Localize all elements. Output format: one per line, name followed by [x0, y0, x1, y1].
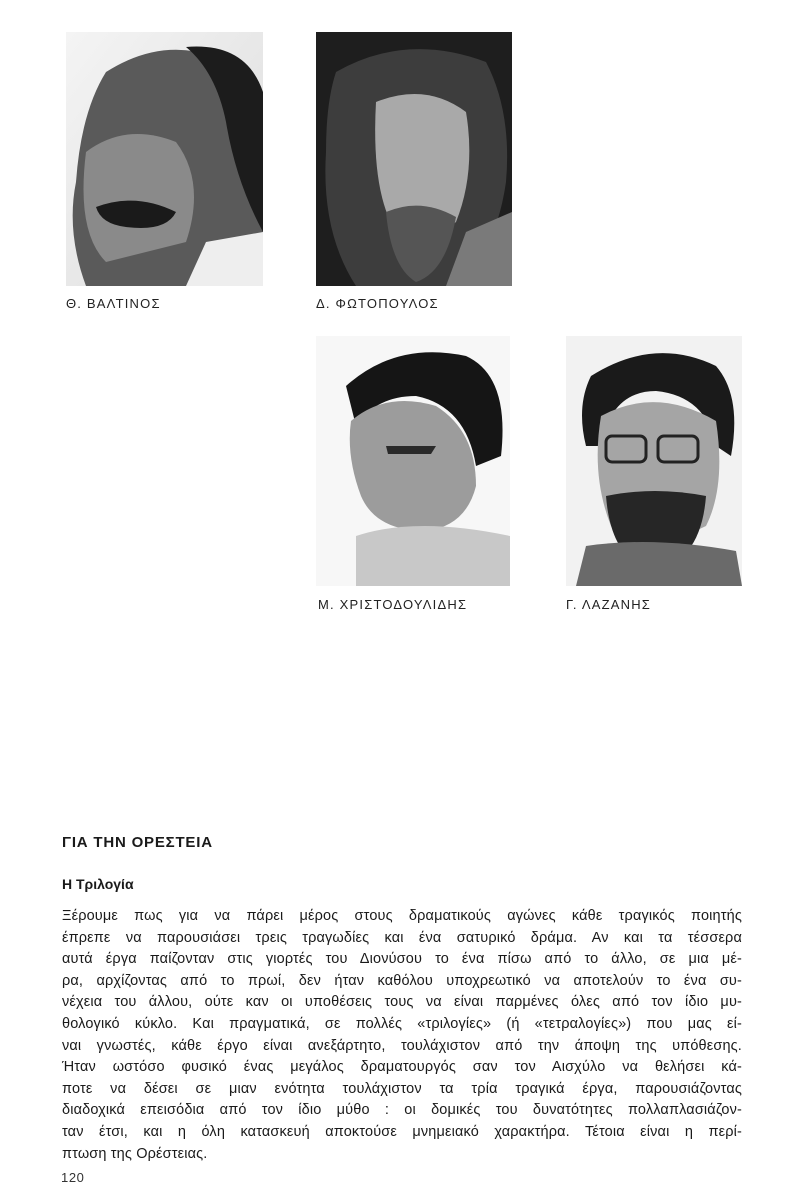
section-title: ΓΙΑ ΤΗΝ ΟΡΕΣΤΕΙΑ [62, 834, 213, 851]
portrait-image [316, 336, 510, 586]
paragraph-line: Ήταν ωστόσο φυσικό ένας μεγάλος δραματουργός σαν τον Αισχύλο να θελήσει κά- [62, 1059, 742, 1076]
paragraph-line: θολογικό κύκλο. Και πραγματικά, σε πολλές «τριλογίες» (ή «τετραλογίες») που μας εί- [62, 1015, 742, 1032]
paragraph-line: ρα, αρχίζοντας από το πρωί, δεν ήταν καθόλου υποχρεωτικό να αποτελούν το ένα συ- [62, 972, 742, 989]
portrait-image [566, 336, 742, 586]
portrait-photo-valtinos [66, 32, 263, 286]
photo-caption: Δ. ΦΩΤΟΠΟΥΛΟΣ [316, 296, 439, 311]
body-paragraph [62, 906, 742, 1165]
paragraph-line: Ξέρουμε πως για να πάρει μέρος στους δραματικούς αγώνες κάθε τραγικός ποιητής [62, 908, 742, 924]
paragraph-line: ταν έτσι, και η όλη κατασκευή αποκτούσε μνημειακό χαρακτήρα. Τέτοια είναι η περί- [62, 1123, 742, 1140]
paragraph-line: διαδοχικά επεισόδια από τον ίδιο μύθο : οι δομικές του δυνατότητες πολλαπλασιάζον- [62, 1102, 742, 1119]
paragraph-line: ναι γνωστές, κάθε έργο είναι ανεξάρτητο, τουλάχιστον από την άποψη της υπόθεσης. [62, 1037, 742, 1054]
paragraph-line: έπρεπε να παρουσιάσει τρεις τραγωδίες και ένα σατυρικό δράμα. Αν και τα τέσσερα [62, 929, 742, 946]
portrait-photo-christodoulidis [316, 336, 510, 586]
photo-caption: Γ. ΛΑΖΑΝΗΣ [566, 597, 652, 612]
portrait-photo-lazanis [566, 336, 742, 586]
portrait-photo-fotopoulos [316, 32, 512, 286]
subsection-title: Η Τριλογία [62, 876, 134, 892]
page-number: 120 [61, 1170, 85, 1185]
portrait-image [66, 32, 263, 286]
paragraph-line: ποτε να δέσει σε μιαν ενότητα τουλάχιστον τα τρία τραγικά έργα, παρουσιάζοντας [62, 1080, 742, 1097]
portrait-image [316, 32, 512, 286]
photo-caption: Θ. ΒΑΛΤΙΝΟΣ [66, 296, 161, 311]
photo-caption: Μ. ΧΡΙΣΤΟΔΟΥΛΙΔΗΣ [318, 597, 468, 612]
paragraph-line: αυτά έργα παίζονταν στις γιορτές του Διονύσου το ένα πίσω από το άλλο, σε μια μέ- [62, 951, 742, 968]
paragraph-line: νέχεια του άλλου, ούτε καν οι υποθέσεις τους να είναι παρμένες όλες από τον ίδιο μυ- [62, 994, 742, 1011]
paragraph-line: πτωση της Ορέστειας. [62, 1145, 208, 1162]
